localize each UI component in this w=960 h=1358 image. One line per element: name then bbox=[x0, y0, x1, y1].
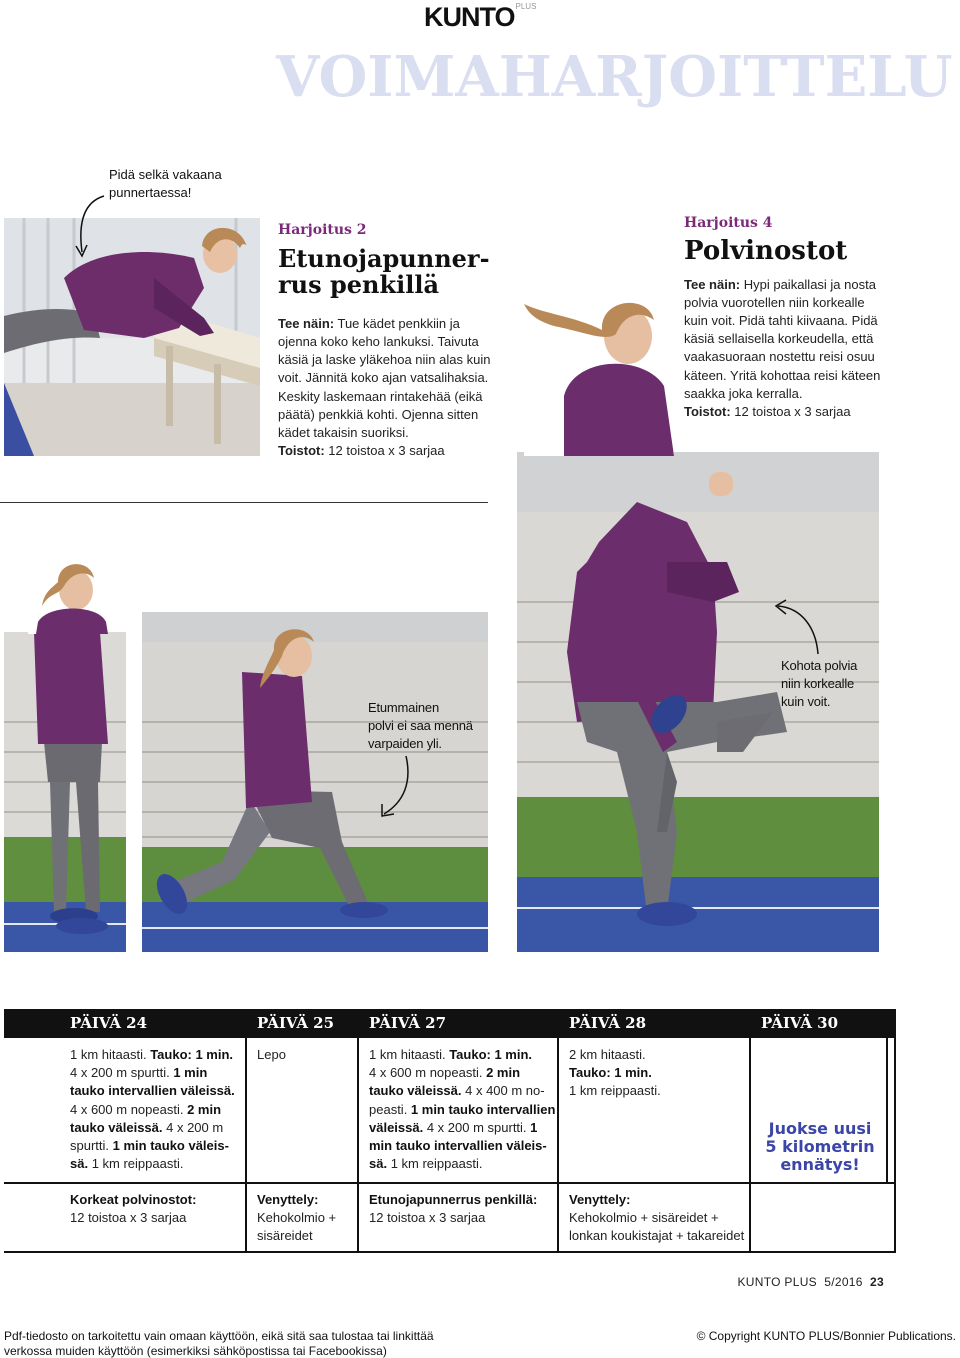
callout-line: Kohota polvia bbox=[781, 658, 858, 673]
callout-line: varpaiden yli. bbox=[368, 736, 442, 751]
logo-text: KUNTO bbox=[424, 2, 515, 32]
divider bbox=[357, 1038, 359, 1253]
day-30-goal bbox=[753, 1120, 887, 1174]
cell-text: 1 km reippaasti. bbox=[569, 1083, 661, 1099]
cell-text: 1 km reippaasti. bbox=[387, 1156, 483, 1172]
cell-day-27-run bbox=[361, 1046, 557, 1173]
cell-day-24-run bbox=[62, 1046, 246, 1173]
logo-plus: PLUS bbox=[515, 2, 537, 11]
title-line: Etunojapunner- bbox=[278, 244, 490, 273]
cell-text: Kehokolmio + bbox=[257, 1210, 337, 1226]
cell-day-28-run bbox=[561, 1046, 749, 1101]
cell-text-bold: 2 min bbox=[187, 1101, 222, 1117]
callout-line: Pidä selkä vakaana bbox=[109, 167, 222, 182]
header-day-24: PÄIVÄ 24 bbox=[70, 1014, 148, 1032]
cell-text-bold: tauko väleissä. bbox=[70, 1119, 163, 1135]
copyright: © Copyright KUNTO PLUS/Bonnier Publications. bbox=[696, 1329, 956, 1343]
callout-line: kuin voit. bbox=[781, 694, 831, 709]
callout-back bbox=[109, 166, 222, 202]
body-line: vaakasuoraan nostettu reisi osuu bbox=[684, 349, 875, 365]
exercise-2-body bbox=[278, 315, 493, 461]
header-day-28: PÄIVÄ 28 bbox=[569, 1014, 647, 1032]
callout-line: punnertaessa! bbox=[109, 185, 192, 200]
disclaimer bbox=[4, 1329, 434, 1358]
cell-text-bold: Venyttely: bbox=[569, 1192, 631, 1207]
exercise-2-title bbox=[278, 246, 493, 299]
photo-standing-head bbox=[28, 556, 108, 634]
body-line: polvia vuorotellen niin korkealle bbox=[684, 294, 865, 310]
callout-line: polvi ei saa mennä bbox=[368, 718, 473, 733]
cell-day-25-run bbox=[249, 1046, 357, 1064]
arrow-icon bbox=[376, 752, 416, 822]
cell-text-bold: Tauko: 1 min. bbox=[569, 1065, 652, 1081]
cell-text: 1 km hitaasti. bbox=[369, 1047, 450, 1062]
body-line: voit. Jännitä koko ajan vatsalihaksia. bbox=[278, 370, 489, 386]
issue-number: 5/2016 bbox=[824, 1275, 863, 1289]
goal-line: 5 kilometrin bbox=[765, 1137, 875, 1156]
body-line: ojenna koko keho lankuksi. Taivuta bbox=[278, 333, 479, 349]
schedule-header bbox=[4, 1009, 896, 1038]
cell-text: peasti. bbox=[369, 1101, 411, 1117]
cell-text-bold: tauko intervallien väleissä. bbox=[70, 1083, 235, 1099]
cell-text-bold: sä. bbox=[369, 1156, 388, 1172]
cell-text: Lepo bbox=[257, 1047, 286, 1062]
divider bbox=[749, 1038, 751, 1253]
cell-text: spurtti. bbox=[70, 1138, 113, 1154]
exercise-2-kicker: Harjoitus 2 bbox=[278, 222, 367, 238]
header-day-30: PÄIVÄ 30 bbox=[761, 1014, 839, 1032]
cell-text: 4 x 600 m nopeasti. bbox=[369, 1065, 487, 1081]
exercise-4-title: Polvinostot bbox=[684, 236, 848, 266]
body-line: päätä) penkkiä kohti. Ojenna sitten bbox=[278, 406, 479, 422]
cell-text-bold: 1 min tauko väleis- bbox=[112, 1138, 229, 1154]
cell-text-bold: Etunojapunnerrus penkillä: bbox=[369, 1192, 538, 1207]
divider bbox=[4, 1182, 896, 1184]
disclaimer-line: verkossa muiden käyttöön (esimerkiksi sähköpostissa tai Facebookissa) bbox=[4, 1344, 387, 1358]
reps-value: 12 toistoa x 3 sarjaa bbox=[324, 443, 445, 459]
page-footer-magazine bbox=[738, 1275, 885, 1289]
callout-raise bbox=[781, 657, 857, 711]
cell-text-bold: 1 min tauko intervallien bbox=[410, 1101, 556, 1117]
cell-text: 12 toistoa x 3 sarjaa bbox=[369, 1210, 486, 1226]
cell-text-bold: 1 min bbox=[173, 1065, 208, 1081]
body-line: Keskity laskemaan rintakehää (eikä bbox=[278, 388, 483, 404]
reps-label: Toistot: bbox=[684, 404, 731, 420]
magazine-name: KUNTO PLUS bbox=[737, 1275, 817, 1289]
exercise-4-body bbox=[684, 276, 934, 422]
body-line: käsiä ja laske yläkehoa niin alas kuin bbox=[278, 352, 491, 368]
body-line: käteen. Yritä kohottaa reisi käteen bbox=[684, 367, 881, 383]
cell-text-bold: tauko väleissä. bbox=[369, 1083, 462, 1099]
reps-value: 12 toistoa x 3 sarjaa bbox=[730, 404, 851, 420]
body-line: saakka joka kerralla. bbox=[684, 385, 803, 401]
page-number: 23 bbox=[870, 1275, 884, 1289]
cell-text-bold: Tauko: 1 min. bbox=[150, 1047, 234, 1062]
photo-high-knees-head bbox=[524, 286, 674, 456]
cell-text: Kehokolmio + sisäreidet + bbox=[569, 1210, 719, 1226]
cell-text: 4 x 200 m spurtti. bbox=[423, 1119, 531, 1135]
photo-bench-pushup bbox=[4, 218, 260, 456]
cell-text-bold: Tauko: 1 min. bbox=[449, 1047, 533, 1062]
cell-text-bold: väleissä. bbox=[369, 1119, 424, 1135]
exercise-2 bbox=[278, 222, 493, 460]
exercise-4-kicker: Harjoitus 4 bbox=[684, 215, 773, 231]
section-divider bbox=[0, 502, 488, 503]
cell-text: 4 x 600 m nopeasti. bbox=[70, 1101, 188, 1117]
cell-text: 2 km hitaasti. bbox=[569, 1047, 646, 1062]
cell-text-bold: min tauko intervallien väleis- bbox=[369, 1138, 547, 1154]
cell-text-bold: Venyttely: bbox=[257, 1192, 319, 1207]
body-line: kuin voit. Pidä tahti kiivaana. Pidä bbox=[684, 313, 878, 328]
arrow-icon bbox=[70, 192, 110, 262]
cell-text: 1 km reippaasti. bbox=[88, 1156, 184, 1172]
cell-text: 1 km hitaasti. bbox=[70, 1047, 151, 1062]
divider bbox=[894, 1038, 896, 1253]
title-line: rus penkillä bbox=[278, 270, 439, 300]
photo-lunge bbox=[142, 612, 488, 952]
cell-text-bold: Korkeat polvinostot: bbox=[70, 1192, 197, 1207]
callout-knee bbox=[368, 699, 473, 753]
kunto-logo bbox=[424, 2, 536, 33]
cell-text: lonkan koukistajat + takareidet bbox=[569, 1228, 745, 1244]
how-label: Tee näin: bbox=[278, 315, 335, 331]
goal-line: Juokse uusi bbox=[768, 1119, 872, 1138]
section-title: VOIMAHARJOITTELU bbox=[276, 44, 953, 110]
cell-day-24-strength bbox=[62, 1191, 246, 1227]
cell-text-bold: 2 min bbox=[486, 1065, 521, 1081]
cell-text-bold: 1 bbox=[530, 1119, 538, 1135]
goal-line: ennätys! bbox=[780, 1155, 860, 1174]
body-line: Hypi paikallasi ja nosta bbox=[740, 276, 876, 292]
body-line: kädet takaisin suoriksi. bbox=[278, 425, 409, 440]
divider bbox=[557, 1038, 559, 1253]
arrow-icon bbox=[772, 598, 832, 658]
how-label: Tee näin: bbox=[684, 276, 741, 292]
cell-text-bold: sä. bbox=[70, 1156, 89, 1172]
cell-text: 4 x 200 m spurtti. bbox=[70, 1065, 174, 1081]
callout-line: niin korkealle bbox=[781, 676, 855, 691]
disclaimer-line: Pdf-tiedosto on tarkoitettu vain omaan käyttöön, eikä sitä saa tulostaa tai linkittää bbox=[4, 1329, 434, 1343]
divider bbox=[4, 1251, 896, 1253]
exercise-4 bbox=[684, 215, 934, 421]
cell-day-25-strength bbox=[249, 1191, 357, 1246]
cell-day-27-strength bbox=[361, 1191, 557, 1227]
cell-text: sisäreidet bbox=[257, 1228, 313, 1244]
callout-line: Etummainen bbox=[368, 700, 439, 715]
reps-label: Toistot: bbox=[278, 443, 325, 459]
cell-day-28-strength bbox=[561, 1191, 749, 1246]
photo-standing bbox=[4, 632, 126, 952]
header-day-25: PÄIVÄ 25 bbox=[257, 1014, 335, 1032]
cell-text: 4 x 400 m no- bbox=[461, 1083, 545, 1099]
cell-text: 12 toistoa x 3 sarjaa bbox=[70, 1210, 187, 1226]
body-line: käsiä sellaisella korkeudella, että bbox=[684, 331, 874, 347]
cell-text: 4 x 200 m bbox=[162, 1119, 224, 1135]
body-line: Tue kädet penkkiin ja bbox=[334, 315, 460, 331]
header-day-27: PÄIVÄ 27 bbox=[369, 1014, 447, 1032]
